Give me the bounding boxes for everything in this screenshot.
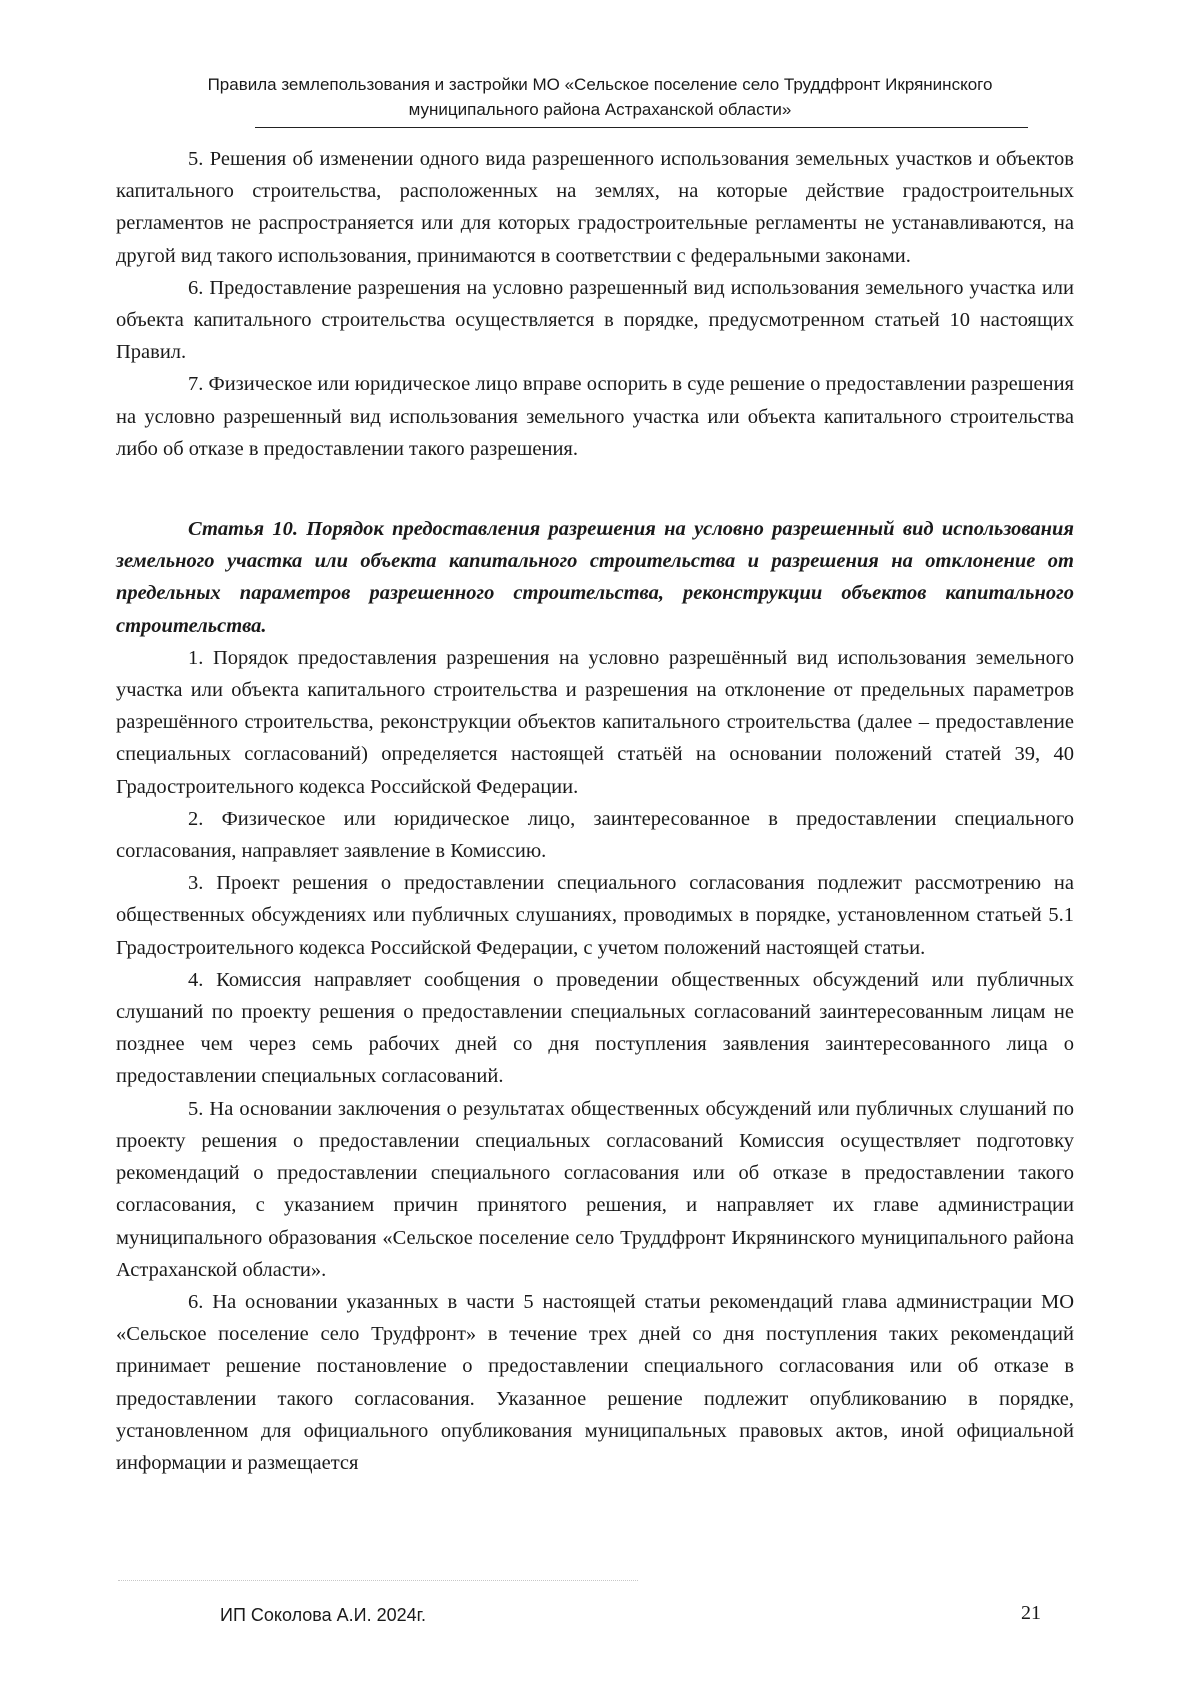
article-paragraph-6: 6. На основании указанных в части 5 настоящей статьи рекомендаций глава администрации МО «Сельское поселение село Трудфронт» в течение трех дней со дня поступления таких рекомендаций принимает решение постановление о предоставлении специального согласования или об отказе в предоставлении такого согласования. Указанное решение подлежит опубликованию в порядке, установленном для официального опубликования муниципальных правовых актов, иной официальной информации и размещается xyxy=(116,1290,1074,1474)
header-line-1: Правила землепользования и застройки МО «Сельское поселение село Труддфронт Икрянинского xyxy=(207,75,993,94)
paragraph-7: 7. Физическое или юридическое лицо вправе оспорить в суде решение о предоставлении разрешения на условно разрешенный вид использования земельного участка или объекта капитального строительства либо об отказе в предоставлении такого разрешения. xyxy=(116,373,1074,460)
header-divider xyxy=(255,127,1028,128)
page-number: 21 xyxy=(1021,1602,1041,1624)
footer-dotted-line xyxy=(118,1580,638,1581)
article-paragraph-5: 5. На основании заключения о результатах общественных обсуждений или публичных слушаний по проекту решения о предоставлении специальных согласований Комиссия осуществляет подготовку рекомендаций о предоставлении специального согласования или об отказе в предоставлении такого согласования, с указанием причин принятого решения, и направляет их главе администрации муниципального образования «Сельское поселение село Труддфронт Икрянинского муниципального района Астраханской области». xyxy=(116,1097,1074,1281)
section-spacer xyxy=(116,465,1074,513)
article-paragraph-3: 3. Проект решения о предоставлении специального согласования подлежит рассмотрению на общественных обсуждениях или публичных слушаниях, проводимых в порядке, установленном статьей 5.1 Градостроительного кодекса Российской Федерации, с учетом положений настоящей статьи. xyxy=(116,872,1074,959)
document-body xyxy=(116,143,1074,1479)
article-title: Статья 10. Порядок предоставления разрешения на условно разрешенный вид использования земельного участка или объекта капитального строительства и разрешения на отклонение от предельных параметров разрешенного строительства, реконструкции объектов капитального строительства. xyxy=(116,518,1074,637)
article-paragraph-1: 1. Порядок предоставления разрешения на условно разрешённый вид использования земельного участка или объекта капитального строительства и разрешения на отклонение от предельных параметров разрешённого строительства, реконструкции объектов капитального строительства (далее – предоставление специальных согласований) определяется настоящей статьёй на основании положений статей 39, 40 Градостроительного кодекса Российской Федерации. xyxy=(116,646,1074,798)
article-paragraph-2: 2. Физическое или юридическое лицо, заинтересованное в предоставлении специального согласования, направляет заявление в Комиссию. xyxy=(116,807,1074,863)
footer-author: ИП Соколова А.И. 2024г. xyxy=(220,1605,427,1625)
header-line-2: муниципального района Астраханской области» xyxy=(408,100,792,119)
paragraph-6: 6. Предоставление разрешения на условно разрешенный вид использования земельного участка или объекта капитального строительства осуществляется в порядке, предусмотренном статьей 10 настоящих Правил. xyxy=(116,276,1074,364)
running-header xyxy=(160,72,1040,122)
paragraph-5: 5. Решения об изменении одного вида разрешенного использования земельных участков и объектов капитального строительства, расположенных на землях, на которые действие градостроительных регламентов не распространяется или для которых градостроительные регламенты не устанавливаются, на другой вид такого использования, принимаются в соответствии с федеральными законами. xyxy=(116,148,1074,267)
article-paragraph-4: 4. Комиссия направляет сообщения о проведении общественных обсуждений или публичных слушаний по проекту решения о предоставлении специальных согласований заинтересованным лицам не позднее чем через семь рабочих дней со дня поступления заявления заинтересованного лица о предоставлении специальных согласований. xyxy=(116,968,1074,1088)
